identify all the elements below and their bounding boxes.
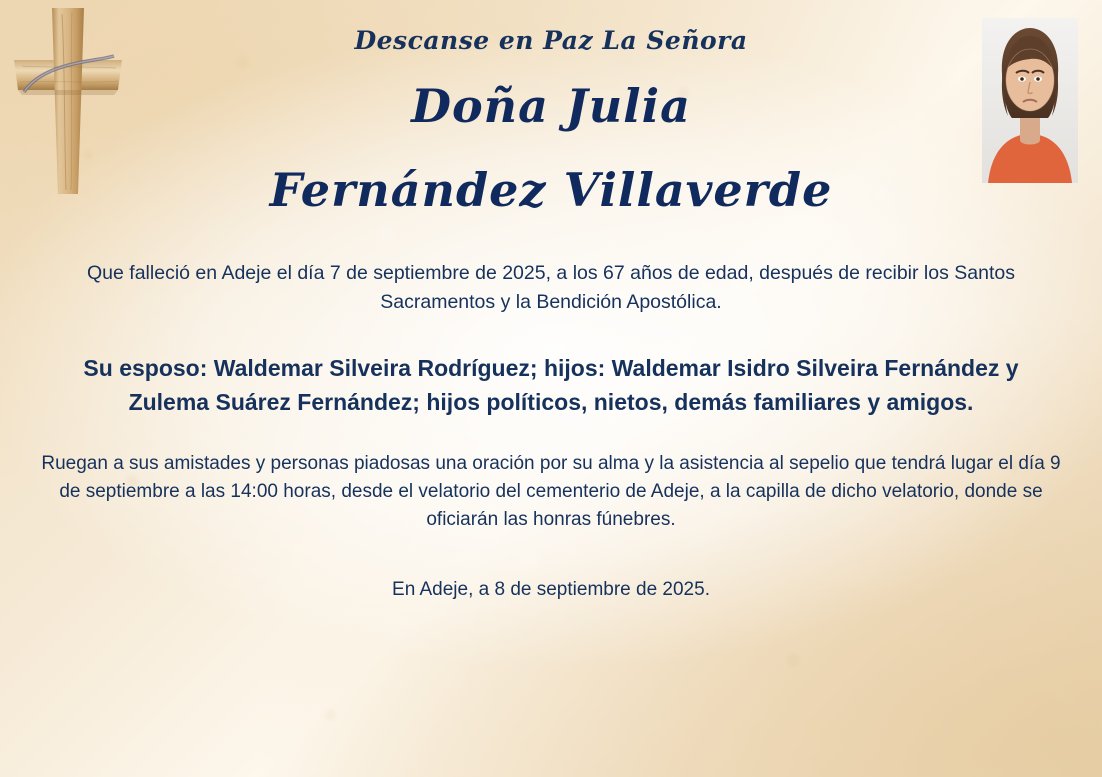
deceased-name-line-2: Fernández Villaverde [269, 163, 833, 217]
deceased-name-line-1: Doña Julia [411, 79, 691, 133]
closing-place-date: En Adeje, a 8 de septiembre de 2025. [392, 579, 710, 601]
funeral-details-paragraph: Ruegan a sus amistades y personas piadosas una oración por su alma y la asistencia al sepelio que tendrá lugar el día 9 de septiembre a las 14:00 horas, desde el velatorio del cementerio de Adeje, a la capilla de dicho velatorio, donde se oficiarán las honras fúnebres. [41, 452, 1061, 530]
death-details-paragraph: Que falleció en Adeje el día 7 de septiembre de 2025, a los 67 años de edad, después de recibir los Santos Sacramentos y la Bendición Apostólica. [87, 262, 1015, 313]
heading-rip: Descanse en Paz La Señora [354, 26, 748, 55]
wooden-cross-icon [8, 4, 128, 202]
portrait-photo [982, 18, 1078, 183]
family-members-paragraph: Su esposo: Waldemar Silveira Rodríguez; hijos: Waldemar Isidro Silveira Fernández y Zulema Suárez Fernández; hijos políticos, nietos, demás familiares y amigos. [83, 354, 1019, 416]
